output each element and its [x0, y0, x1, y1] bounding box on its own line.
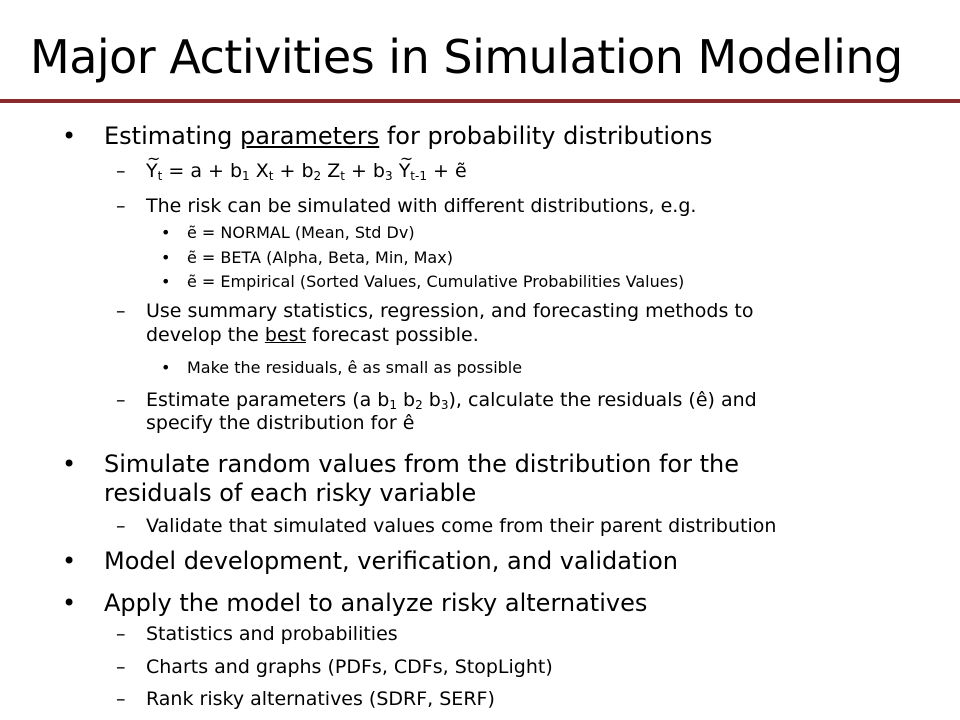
subscript-1: 1	[389, 398, 398, 412]
subscript-3: 3	[385, 169, 393, 183]
apply-item-rank: – Rank risky alternatives (SDRF, SERF)	[146, 688, 495, 711]
text: b	[422, 389, 441, 411]
eq-part: = a + b	[162, 160, 243, 182]
y-lag-tilde	[399, 160, 411, 183]
text: forecast possible.	[306, 324, 479, 346]
subscript-t-minus-1: t-1	[410, 169, 427, 183]
y-symbol: Y	[146, 160, 158, 182]
parameters-underlined: parameters	[239, 122, 380, 150]
bullet-simulate-line-2: residuals of each risky variable	[104, 479, 477, 507]
subscript-1: 1	[242, 169, 250, 183]
eq-part: + b	[344, 160, 385, 182]
dist-normal: • ẽ = NORMAL (Mean, Std Dv)	[187, 223, 415, 243]
text: Estimate parameters (a b	[146, 389, 390, 411]
subscript-t: t	[340, 169, 345, 183]
use-summary-line-1: – Use summary statistics, regression, and forecasting methods to	[146, 300, 753, 323]
bullet-text: Estimating	[104, 122, 240, 150]
regression-equation	[146, 160, 467, 183]
best-underlined: best	[264, 324, 307, 346]
bullet-text: for probability distributions	[379, 122, 713, 150]
dist-beta: • ẽ = BETA (Alpha, Beta, Min, Max)	[187, 248, 453, 268]
eq-part: X	[249, 160, 269, 182]
subscript-t: t	[268, 169, 274, 183]
text: ), calculate the residuals (ê) and	[448, 389, 757, 411]
eq-part: + b	[273, 160, 314, 182]
eq-part: + ẽ	[426, 160, 467, 182]
bullet-model-development: • Model development, verification, and validation	[104, 547, 678, 576]
dist-empirical: • ẽ = Empirical (Sorted Values, Cumulative Probabilities Values)	[187, 272, 684, 292]
bullet-apply-model: • Apply the model to analyze risky alternatives	[104, 589, 647, 618]
risk-simulated-line: – The risk can be simulated with different distributions, e.g.	[146, 195, 696, 218]
residuals-small: • Make the residuals, ê as small as possible	[187, 358, 522, 378]
text: b	[397, 389, 416, 411]
subscript-2: 2	[415, 398, 423, 412]
validate-line: – Validate that simulated values come from their parent distribution	[146, 515, 776, 538]
y-tilde	[146, 160, 158, 183]
bullet-simulate-line-1: • Simulate random values from the distribution for the	[104, 450, 739, 479]
apply-item-charts: – Charts and graphs (PDFs, CDFs, StopLight)	[146, 656, 553, 679]
y-lag-symbol: Y	[398, 160, 411, 182]
subscript-2: 2	[313, 169, 322, 183]
subscript-t: t	[157, 169, 163, 183]
eq-part: Z	[321, 160, 341, 182]
use-summary-line-2	[146, 324, 479, 347]
estimate-parameters-line-1	[146, 389, 757, 412]
apply-item-statistics: – Statistics and probabilities	[146, 623, 398, 646]
title-underline-rule	[0, 99, 960, 103]
text: develop the	[146, 324, 265, 346]
subscript-3: 3	[440, 398, 449, 412]
estimate-parameters-line-2: specify the distribution for ê	[146, 412, 415, 434]
slide-title: Major Activities in Simulation Modeling	[30, 30, 903, 84]
